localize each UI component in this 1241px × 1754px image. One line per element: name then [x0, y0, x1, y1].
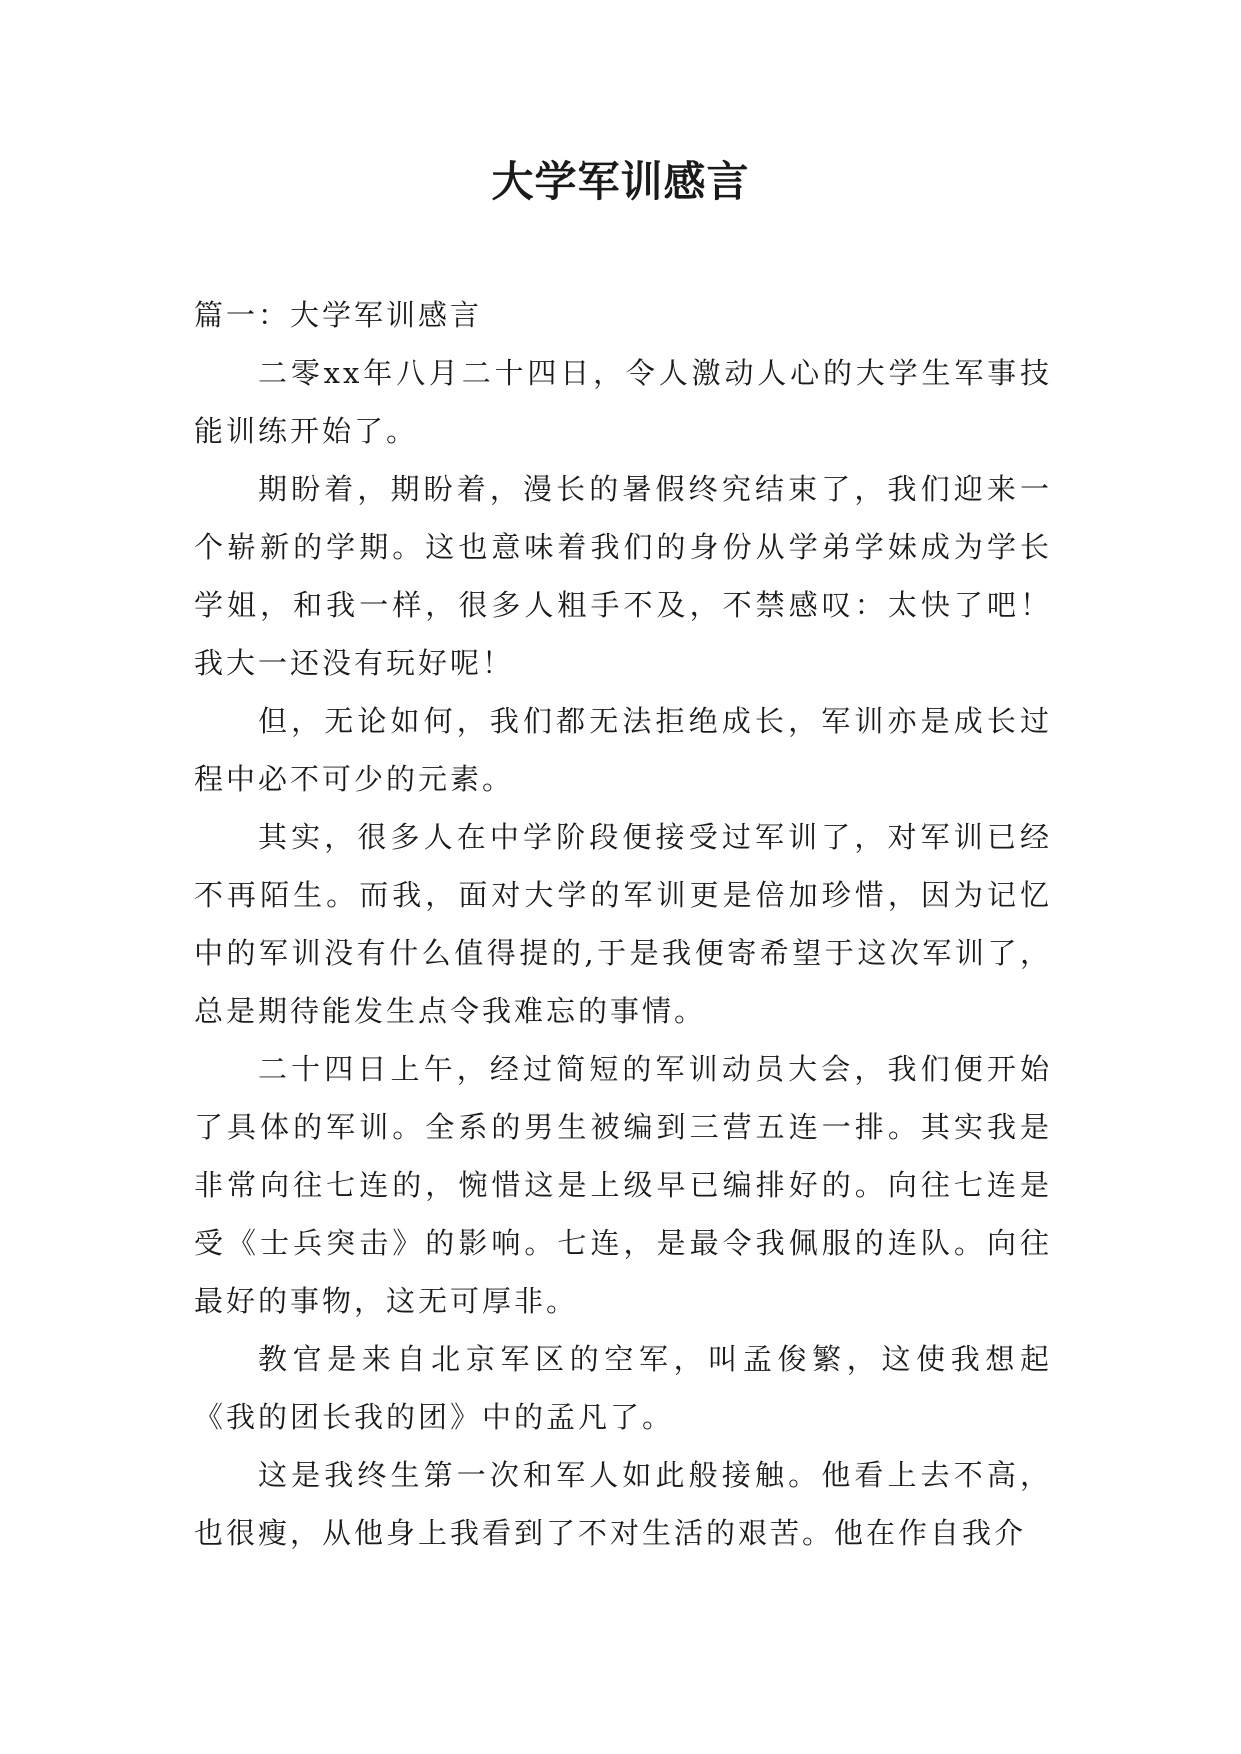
paragraph: 但，无论如何，我们都无法拒绝成长，军训亦是成长过程中必不可少的元素。 [194, 704, 1052, 796]
paragraph: 二零xx年八月二十四日，令人激动人心的大学生军事技能训练开始了。 [194, 356, 1052, 448]
paragraph: 其实，很多人在中学阶段便接受过军训了，对军训已经不再陌生。而我，面对大学的军训更是倍加珍惜，因为记忆中的军训没有什么值得提的,于是我便寄希望于这次军训了，总是期待能发生点令我难忘的事情。 [194, 820, 1052, 1028]
paragraph: 二十四日上午，经过简短的军训动员大会，我们便开始了具体的军训。全系的男生被编到三营五连一排。其实我是非常向往七连的，惋惜这是上级早已编排好的。向往七连是受《士兵突击》的影响。七连，是最令我佩服的连队。向往最好的事物，这无可厚非。 [194, 1052, 1052, 1318]
paragraph: 这是我终生第一次和军人如此般接触。他看上去不高，也很瘦，从他身上我看到了不对生活的艰苦。他在作自我介 [194, 1458, 1052, 1550]
document-body [194, 286, 1052, 1562]
section-heading: 篇一：大学军训感言 [194, 298, 483, 332]
document-title: 大学军训感言 [491, 157, 750, 206]
paragraph: 教官是来自北京军区的空军，叫孟俊繁，这使我想起《我的团长我的团》中的孟凡了。 [194, 1342, 1052, 1434]
paragraph: 期盼着，期盼着，漫长的暑假终究结束了，我们迎来一个崭新的学期。这也意味着我们的身份从学弟学妹成为学长学姐，和我一样，很多人粗手不及，不禁感叹：太快了吧！我大一还没有玩好呢！ [194, 472, 1052, 680]
